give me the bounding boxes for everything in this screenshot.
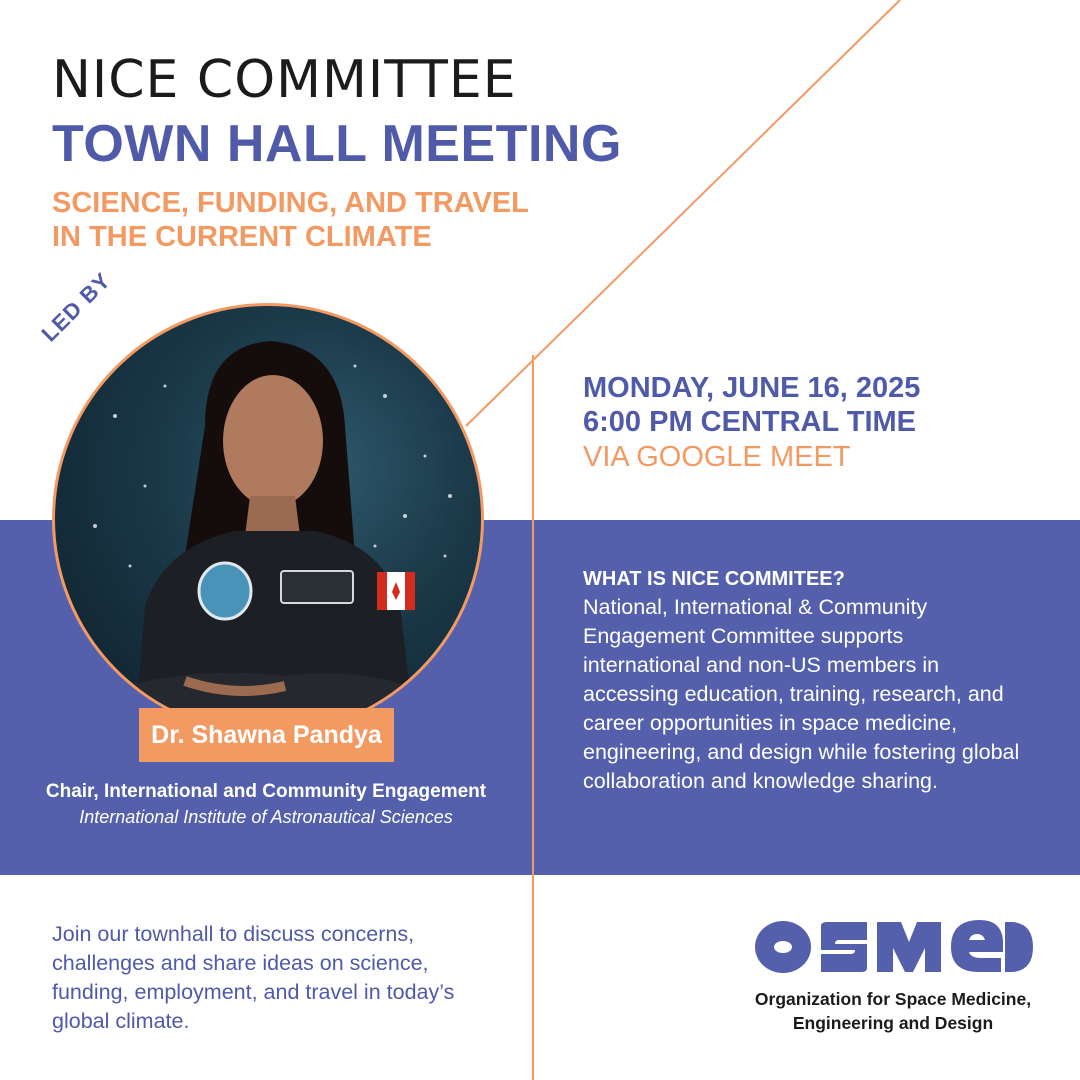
speaker-name-badge [139, 708, 394, 762]
speaker-name: Dr. Shawna Pandya [151, 720, 382, 749]
portrait-illustration [55, 306, 481, 732]
event-platform: VIA GOOGLE MEET [583, 441, 851, 473]
speaker-organization: International Institute of Astronautical Sciences [79, 807, 453, 827]
osmed-logo-icon [755, 918, 1033, 976]
page-title-highlight: TOWN HALL MEETING [52, 115, 622, 173]
page-title: NICE COMMITTEE [52, 50, 517, 110]
organization-name [745, 987, 1041, 1035]
invitation-text: Join our townhall to discuss concerns, challenges and share ideas on science, funding, employment, and travel in today’s global climate. [52, 922, 455, 1033]
subtitle-line-1: SCIENCE, FUNDING, AND TRAVEL [52, 187, 529, 219]
about-heading: WHAT IS NICE COMMITEE? [583, 568, 845, 590]
led-by-label: LED BY [36, 267, 116, 347]
organization-name-line-1: Organization for Space Medicine, [754, 989, 1032, 1009]
event-time: 6:00 PM CENTRAL TIME [583, 406, 917, 438]
neck [245, 496, 300, 536]
name-tag [281, 571, 353, 603]
face [223, 375, 323, 507]
about-body: National, International & Community Engagement Committee supports international and non-US members in accessing education, training, research, and career opportunities in space medicine, engineering, and design while fostering global collaboration and knowledge sharing. [583, 595, 1020, 793]
subtitle-line-2: IN THE CURRENT CLIMATE [52, 221, 432, 253]
event-date: MONDAY, JUNE 16, 2025 [583, 372, 921, 404]
mission-patch [199, 563, 251, 619]
speaker-portrait [52, 303, 484, 735]
speaker-role: Chair, International and Community Engagement [45, 781, 487, 802]
organization-name-line-2: Engineering and Design [792, 1013, 994, 1033]
